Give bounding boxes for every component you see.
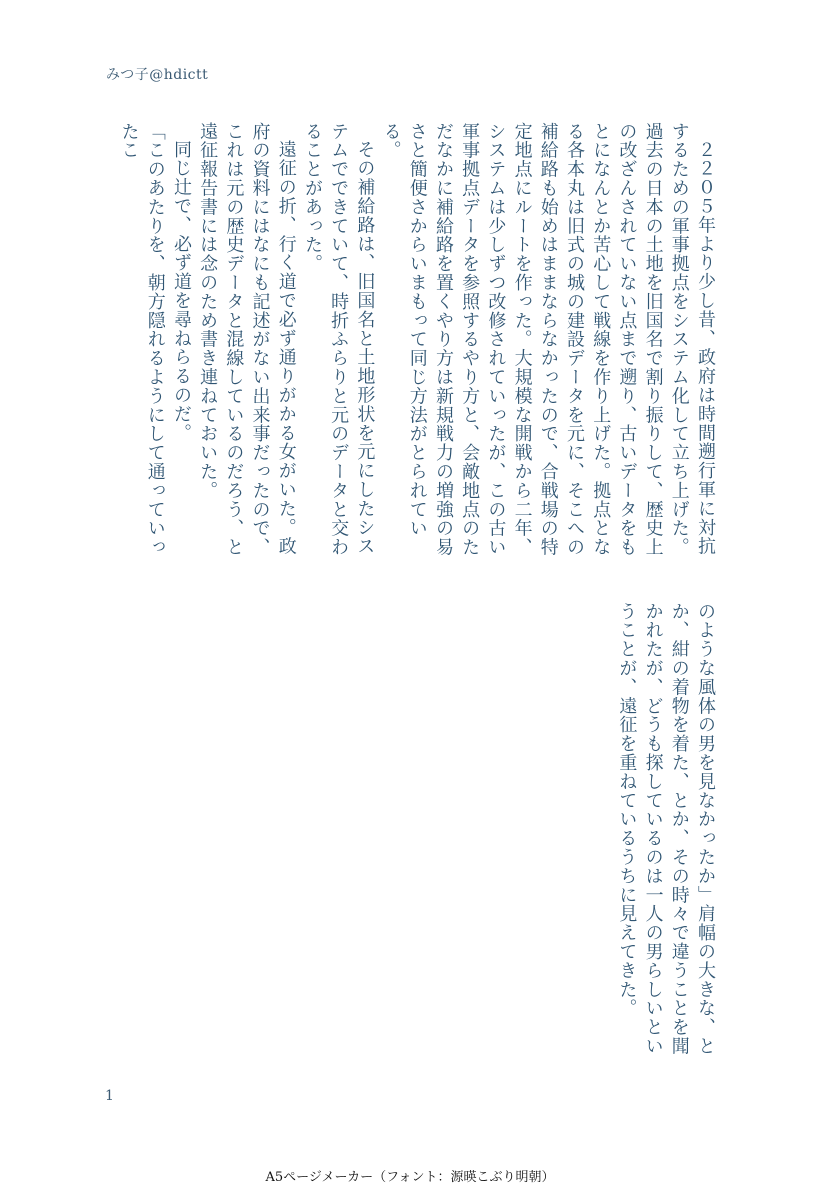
paragraph-intro: ２２０５年より少し昔、政府は時間遡行軍に対抗するための軍事拠点をシステム化して立ち上げた。過去の日本の土地を旧国名で割り振りして、歴史上の改ざんされていない点まで遡り、古いデータをもとになんとか苦心して戦線を作り上げた。拠点となる各本丸は旧式の城の建設データを元に、そこへの補給路も始めはままならなかったので、合戦場の特定地点にルートを作った。大規模な開戦から二年、システムは少しずつ改修されていったが、この古い軍事拠点データを参照するやり方と、会敵地点のただなかに補給路を置くやり方は新規戦力の増強の易さと簡便さからいまもって同じ方法がとられている。 (380, 122, 716, 557)
text-block-upper (104, 122, 718, 574)
paragraph-crossroad: 同じ辻で、必ず道を尋ねらるのだ。 (170, 140, 192, 443)
text-block-lower (600, 602, 718, 1062)
paragraph-expedition: 遠征の折、行く道で必ず通りがかる女がいた。政府の資料にはなにも記述がない出来事だったので、これは元の歴史データと混線しているのだろう、と遠征報告書には念のため書き連ねておいた。 (197, 122, 297, 557)
author-handle: みつ子@hdictt (106, 67, 209, 83)
paragraph-quote-start: 「このあたりを、朝方隠れるようにして通っていったこ (118, 122, 166, 557)
paragraph-supply-route: その補給路は、旧国名と土地形状を元にしたシステムでできていて、時折ふらりと元のデータと交わることがあった。 (301, 122, 376, 557)
paragraph-quote-continued: のような風体の男を見なかったか」肩幅の大きな、とか、紺の着物を着た、とか、その時々で違うことを聞かれたが、どうも探しているのは一人の男らしいということが、遠征を重ねているうちに見えてきた。 (616, 602, 716, 1056)
page-number: 1 (105, 1088, 114, 1104)
footer-credit: A5ページメーカー（フォント：源暎こぶり明朝） (265, 1170, 555, 1185)
